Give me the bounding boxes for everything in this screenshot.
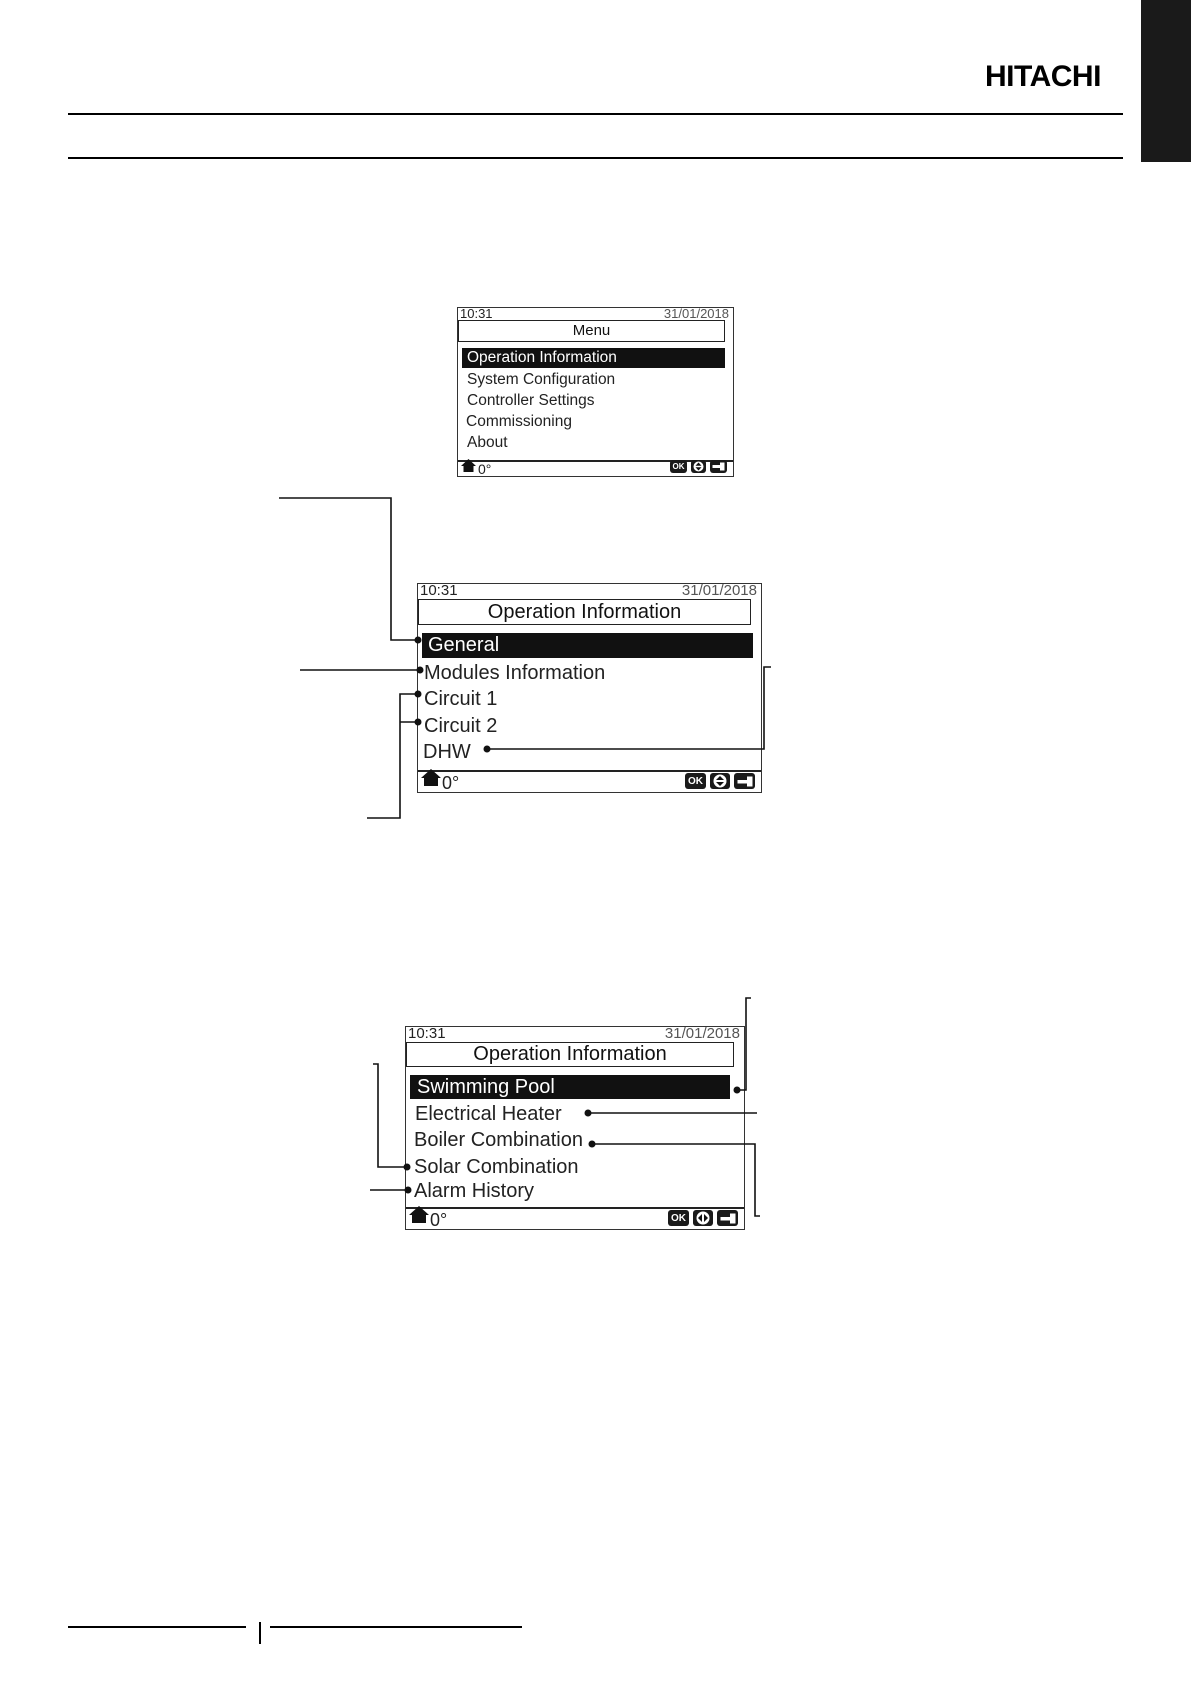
screen-title: Menu <box>458 320 725 342</box>
menu-item-boiler-combination[interactable]: Boiler Combination <box>414 1129 583 1151</box>
hitachi-logo: HITACHI <box>985 60 1101 93</box>
menu-item-circuit-1[interactable]: Circuit 1 <box>424 688 498 710</box>
menu-item-commissioning[interactable]: Commissioning <box>466 413 572 430</box>
footer-rule-right <box>270 1626 522 1628</box>
menu-item-controller-settings[interactable]: Controller Settings <box>467 392 595 409</box>
menu-item-circuit-2[interactable]: Circuit 2 <box>424 715 498 737</box>
ok-key-icon: OK <box>685 773 706 789</box>
clock-time: 10:31 <box>420 582 458 599</box>
menu-item-alarm-history[interactable]: Alarm History <box>414 1180 535 1202</box>
menu-item-swimming-pool[interactable]: Swimming Pool <box>410 1075 730 1099</box>
clock-date: 31/01/2018 <box>681 582 757 599</box>
screen-title: Operation Information <box>418 599 751 625</box>
menu-item-about[interactable]: About <box>467 434 508 451</box>
menu-item-modules-information[interactable]: Modules Information <box>424 662 606 684</box>
menu-item-general[interactable]: General <box>422 633 753 658</box>
menu-item-dhw[interactable]: DHW <box>423 741 471 763</box>
ok-key-icon: OK <box>670 460 687 473</box>
clock-time: 10:31 <box>408 1025 446 1042</box>
clock-date: 31/01/2018 <box>664 1025 740 1042</box>
clock-date: 31/01/2018 <box>663 306 729 321</box>
clock-time: 10:31 <box>460 306 493 321</box>
screen-title: Operation Information <box>406 1042 734 1067</box>
ok-key-icon: OK <box>668 1210 689 1226</box>
outdoor-temperature: 0° <box>430 1210 448 1230</box>
outdoor-temperature: 0° <box>478 461 492 477</box>
menu-item-electrical-heater[interactable]: Electrical Heater <box>415 1103 562 1125</box>
footer-rule-left <box>68 1626 246 1628</box>
menu-item-solar-combination[interactable]: Solar Combination <box>414 1156 579 1178</box>
menu-item-operation-information[interactable]: Operation Information <box>462 348 725 368</box>
footer-separator <box>259 1622 261 1644</box>
outdoor-temperature: 0° <box>442 773 460 793</box>
menu-item-system-configuration[interactable]: System Configuration <box>467 371 616 388</box>
